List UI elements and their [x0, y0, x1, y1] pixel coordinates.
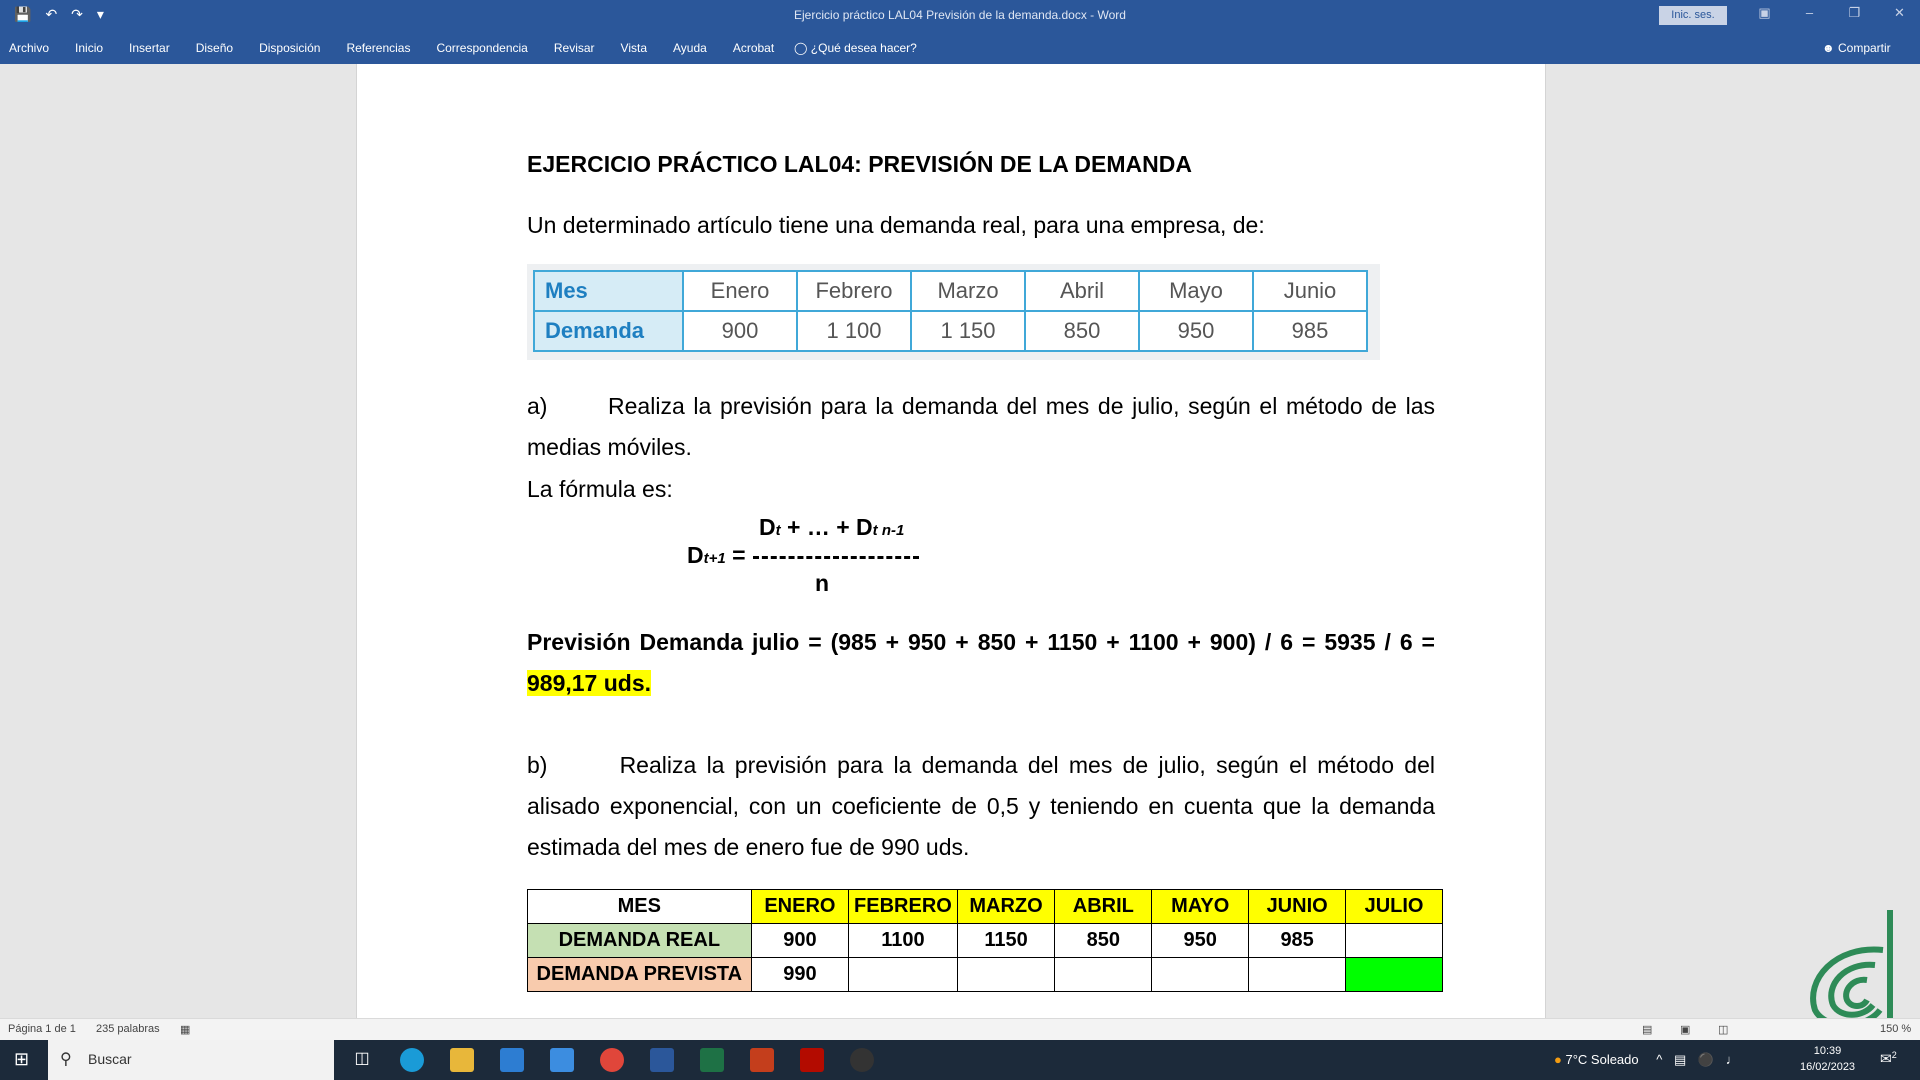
system-tray	[1554, 1052, 1739, 1068]
formula-lhs	[687, 542, 746, 569]
minimize-icon[interactable]: –	[1805, 5, 1814, 20]
title-bar	[0, 0, 1920, 32]
tab-referencias[interactable]: Referencias	[346, 41, 411, 55]
table-header-cell: DEMANDA PREVISTA	[528, 958, 752, 992]
clock-time: 10:39	[1813, 1045, 1842, 1057]
taskbar	[0, 1040, 1920, 1080]
formula-denominator: n	[815, 570, 830, 596]
table-cell: 850	[1025, 311, 1139, 351]
file-explorer-icon[interactable]	[450, 1048, 474, 1072]
notification-center[interactable]	[1880, 1050, 1897, 1068]
solution-table	[527, 889, 1443, 992]
powerpoint-icon[interactable]	[750, 1048, 774, 1072]
tab-archivo[interactable]: Archivo	[9, 41, 50, 55]
table-row	[534, 311, 1367, 351]
share-button[interactable]	[1822, 41, 1891, 55]
table-header-cell: MAYO	[1152, 890, 1249, 924]
taskbar-search[interactable]	[48, 1040, 334, 1080]
word-count[interactable]: 235 palabras	[96, 1023, 160, 1035]
sign-in-button[interactable]: Inic. ses.	[1659, 6, 1727, 25]
table-header-cell: DEMANDA REAL	[528, 924, 752, 958]
task-view-icon[interactable]: ◫	[354, 1050, 370, 1067]
tell-me-box[interactable]	[794, 41, 917, 55]
table-header-cell: ENERO	[751, 890, 849, 924]
document-title: EJERCICIO PRÁCTICO LAL04: PREVISIÓN DE LA DEMANDA	[527, 151, 1192, 177]
undo-icon[interactable]: ↶	[45, 6, 58, 22]
document-page[interactable]	[356, 64, 1546, 1018]
tab-vista[interactable]: Vista	[620, 41, 648, 55]
table-cell: 1 100	[797, 311, 911, 351]
table-cell: Abril	[1025, 271, 1139, 311]
demand-table	[533, 270, 1368, 352]
window-title: Ejercicio práctico LAL04 Previsión de la demanda.docx - Word	[794, 8, 1126, 22]
table-row	[528, 924, 1443, 958]
status-bar	[0, 1018, 1920, 1041]
table-cell: 990	[751, 958, 849, 992]
edge-icon[interactable]	[400, 1048, 424, 1072]
save-icon[interactable]: 💾	[14, 6, 32, 22]
table-header-cell: JULIO	[1346, 890, 1443, 924]
formula-numerator	[759, 514, 904, 541]
formula-label: La fórmula es:	[527, 476, 673, 502]
word-icon[interactable]	[650, 1048, 674, 1072]
table-cell	[849, 958, 958, 992]
table-cell	[1055, 958, 1152, 992]
tab-insertar[interactable]: Insertar	[129, 41, 170, 55]
table-cell: 900	[751, 924, 849, 958]
table-cell: 950	[1139, 311, 1253, 351]
tab-ayuda[interactable]: Ayuda	[673, 41, 707, 55]
share-label: Compartir	[1837, 41, 1891, 55]
table-cell: 985	[1249, 924, 1346, 958]
formula-subscript: t+1	[703, 550, 726, 567]
table-header-cell: MES	[528, 890, 752, 924]
tab-acrobat[interactable]: Acrobat	[732, 41, 775, 55]
redo-icon[interactable]: ↷	[71, 6, 83, 22]
tray-chevron-icon[interactable]: ^	[1656, 1052, 1663, 1067]
table-cell: Junio	[1253, 271, 1367, 311]
window-controls	[1742, 5, 1920, 21]
zoom-level[interactable]: 150 %	[1880, 1023, 1912, 1035]
weather-icon[interactable]: ●	[1554, 1052, 1562, 1067]
tab-inicio[interactable]: Inicio	[75, 41, 104, 55]
demand-table-image	[527, 264, 1380, 360]
proofing-icon[interactable]: ▦	[180, 1024, 191, 1036]
windows-start-icon[interactable]: ⊞	[14, 1049, 30, 1069]
table-row	[528, 958, 1443, 992]
page-count[interactable]: Página 1 de 1	[8, 1023, 76, 1035]
recorder-icon[interactable]	[850, 1048, 874, 1072]
table-cell-july-forecast	[1346, 958, 1443, 992]
ribbon-display-icon[interactable]: ▣	[1758, 5, 1771, 20]
table-row	[528, 890, 1443, 924]
chrome-icon[interactable]	[600, 1048, 624, 1072]
table-header-cell: MARZO	[957, 890, 1055, 924]
lightbulb-icon: ◯	[794, 41, 808, 55]
moving-average-formula	[687, 514, 947, 604]
formula-subscript: t	[775, 522, 781, 539]
table-cell: Mayo	[1139, 271, 1253, 311]
search-placeholder: Buscar	[88, 1051, 132, 1067]
mail-icon[interactable]	[550, 1048, 574, 1072]
print-layout-icon[interactable]: ▣	[1680, 1024, 1691, 1036]
ribbon-tabs	[0, 32, 1920, 64]
tab-diseno[interactable]: Diseño	[195, 41, 234, 55]
menu-list	[9, 41, 800, 55]
volume-icon[interactable]: ♩	[1725, 1052, 1739, 1067]
table-cell: Enero	[683, 271, 797, 311]
tab-revisar[interactable]: Revisar	[553, 41, 595, 55]
table-cell	[957, 958, 1055, 992]
table-header-cell: JUNIO	[1249, 890, 1346, 924]
formula-text: D	[759, 514, 776, 540]
acrobat-icon[interactable]	[800, 1048, 824, 1072]
restore-icon[interactable]: ❐	[1848, 5, 1861, 20]
notification-icon: ✉	[1880, 1050, 1892, 1067]
taskbar-apps	[350, 1048, 874, 1072]
web-layout-icon[interactable]: ◫	[1718, 1024, 1729, 1036]
weather-text[interactable]: 7°C Soleado	[1565, 1052, 1639, 1067]
table-cell: 1150	[957, 924, 1055, 958]
formula-text: =	[725, 542, 746, 568]
read-mode-icon[interactable]: ▤	[1642, 1024, 1653, 1036]
table-header-cell: Demanda	[534, 311, 683, 351]
clock[interactable]	[1800, 1043, 1855, 1075]
table-cell: Febrero	[797, 271, 911, 311]
table-cell	[1346, 924, 1443, 958]
calculation-paragraph	[527, 622, 1435, 704]
notification-count: 2	[1891, 1050, 1897, 1060]
microphone-icon[interactable]: ⚫	[1697, 1052, 1715, 1067]
table-header-cell: FEBRERO	[849, 890, 958, 924]
table-cell: 850	[1055, 924, 1152, 958]
customize-qat-icon[interactable]: ▾	[96, 6, 104, 22]
store-icon[interactable]	[500, 1048, 524, 1072]
question-b: b) Realiza la previsión para la demanda del mes de julio, según el método del alisado exponencial, con un coeficiente de 0,5 y teniendo en cuenta que la demanda estimada del mes de enero fue de 990 uds.	[527, 752, 1435, 860]
table-cell: 985	[1253, 311, 1367, 351]
network-icon[interactable]: ▤	[1673, 1052, 1687, 1067]
tell-me-label: ¿Qué desea hacer?	[810, 41, 917, 55]
intro-paragraph: Un determinado artículo tiene una demanda real, para una empresa, de:	[527, 212, 1265, 238]
table-cell: 900	[683, 311, 797, 351]
person-icon: ☻	[1822, 41, 1835, 55]
table-cell: 1100	[849, 924, 958, 958]
question-a: a) Realiza la previsión para la demanda del mes de julio, según el método de las medias móviles.	[527, 393, 1435, 460]
table-cell	[1152, 958, 1249, 992]
table-cell: Marzo	[911, 271, 1025, 311]
excel-icon[interactable]	[700, 1048, 724, 1072]
table-cell: 950	[1152, 924, 1249, 958]
table-header-cell: Mes	[534, 271, 683, 311]
formula-text: D	[687, 542, 704, 568]
close-icon[interactable]: ✕	[1894, 5, 1905, 20]
table-cell: 1 150	[911, 311, 1025, 351]
calculation-text: Previsión Demanda julio = (985 + 950 + 850 + 1150 + 1100 + 900) / 6 = 5935 / 6 =	[527, 629, 1435, 655]
formula-subscript: t n-1	[872, 522, 905, 539]
fraction-bar	[753, 556, 919, 559]
table-cell	[1249, 958, 1346, 992]
table-header-cell: ABRIL	[1055, 890, 1152, 924]
search-icon: ⚲	[60, 1051, 72, 1068]
clock-date: 16/02/2023	[1800, 1061, 1856, 1073]
tab-correspondencia[interactable]: Correspondencia	[436, 41, 528, 55]
tab-disposicion[interactable]: Disposición	[259, 41, 321, 55]
formula-text: + … + D	[780, 514, 873, 540]
calculation-result: 989,17 uds.	[527, 670, 652, 696]
table-row	[534, 271, 1367, 311]
